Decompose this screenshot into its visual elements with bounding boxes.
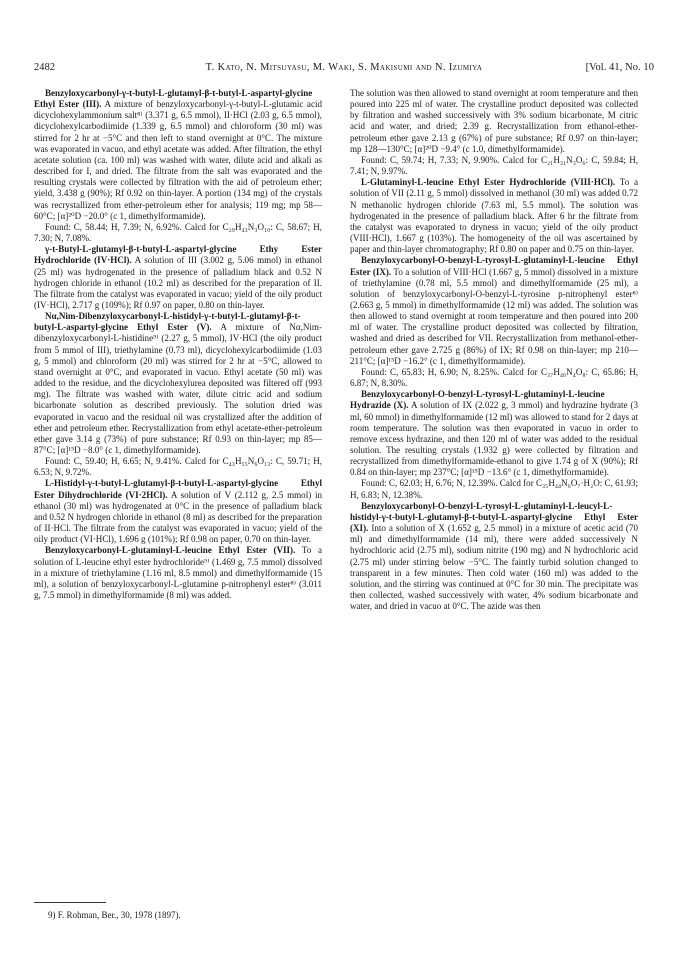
paragraph-text: Found: C, 58.44; H, 7.39; N, 6.92%. Calcd for C₂₉H₄₃N₃O₁₀: C, 58.67; H, 7.30; N, 7.08%.: [34, 221, 322, 244]
running-head: [34, 62, 654, 76]
footnote: 9) F. Rohman, Ber., 30, 1978 (1897).: [48, 910, 181, 920]
running-head-authors: T. Kato, N. Mitsuyasu, M. Waki, S. Makisumi and N. Izumiya: [205, 62, 483, 73]
paragraph-text: A solution of IX (2.022 g, 3 mmol) and hydrazine hydrate (3 ml, 60 mmol) in dimethylformamide (12 ml) was allowed to stand for 2 days at room temperature. The solution was then evaporated in vacuo in order to remove excess hydrazine, and then 120 ml of water was added to the residual solution. The resulting crystals (1.932 g) were collected by filtration and recrystallized from dimethylformamide-ethanol to give 1.74 g of X (90%); Rf 0.84 on thin-layer; mp 237°C; [α]¹⁵D −13.6° (c 1, dimethylformamide).: [350, 400, 639, 478]
paragraph-text: A solution of V (2.112 g, 2.5 mmol) in ethanol (30 ml) was hydrogenated at 0°C in the presence of palladium black and 0.52 N hydrogen chloride in ethanol (8 ml) as described for the preparation of II·HCl. The filtrate from the catalyst was evaporated in vacuo; yield of the oily product (VI·HCl), 1.696 g (101%); Rf 0.98 on paper, 0.70 on thin-layer.: [34, 489, 322, 545]
compound-heading: γ-t-Butyl-L-glutamyl-β-t-butyl-L-aspartyl-glycine Ethy Ester Hydrochloride (IV·HCl).: [34, 244, 322, 266]
compound-heading: Benzyloxycarbonyl-L-glutaminyl-L-leucine Ethyl Ester (VII).: [45, 545, 296, 556]
paragraph-text: Found: C, 62.03; H, 6.76; N, 12.39%. Calcd for C₃₅H₄₄N₆O₇·H₂O: C, 61.93; H, 6.83; N, 12.38%.: [350, 478, 638, 500]
paragraph: [350, 255, 638, 367]
elemental-analysis: [350, 155, 638, 177]
paragraph: [34, 478, 322, 545]
compound-heading: L-Glutaminyl-L-leucine Ethyl Ester Hydrochloride (VIII·HCl).: [361, 177, 616, 188]
paragraph: [34, 545, 322, 601]
paragraph-text: The solution was then allowed to stand overnight at room temperature and then poured into 225 ml of water. The crystalline product deposited was collected by filtration and washed successively with 3% sodium bicarbonate, M citric acid and water, and dried; 2.39 g. Recrystallization from ethanol-ether-petroleum ether gave 2.13 g (67%) of pure substance; Rf 0.97 on thin-layer; mp 128—130°C; [α]²⁰D −9.4° (c 1.0, dimethylformamide).: [350, 88, 638, 154]
paragraph: [34, 244, 322, 311]
elemental-analysis: [34, 456, 322, 478]
elemental-analysis: [350, 478, 638, 500]
paragraph-text: To a solution of VIII·HCl (1.667 g, 5 mmol) dissolved in a mixture of triethylamine (0.78 ml, 5.5 mmol) and dimethylformamide (25 ml), a solution of benzyloxycarbonyl-O-benzyl-L-tyrosine p-nitrophenyl ester⁸⁾ (2.663 g, 5 mmol) in dimethylformamide (12 ml) was added. The solution was then allowed to stand overnight at room temperature and then poured into 200 ml of water. The crystalline product deposited was collected by filtration, washed and dried as described for VII. Recrystallization from methanol-ether-petroleum ether gave 2.725 g (86%) of IX; Rf 0.98 on thin-layer; mp 210—211°C; [α]¹⁵D −16.2° (c 1, dimethylformamide).: [350, 266, 638, 366]
paragraph: [34, 88, 322, 222]
right-column: [350, 88, 638, 612]
paragraph: [350, 501, 638, 613]
elemental-analysis: [34, 222, 322, 244]
compound-heading: Benzyloxycarbonyl-O-benzyl-L-tyrosyl-L-glutaminyl-L-leucyl-L-histidyl-γ-t-butyl-L-glutamyl-β-t-butyl-L-aspartyl-glycine Ethyl Ester (XI).: [350, 500, 638, 534]
page-number: 2482: [34, 62, 56, 73]
paragraph-text: A solution of III (3.002 g, 5.06 mmol) in ethanol (25 ml) was hydrogenated in the presence of palladium black and 0.52 N hydrogen chloride in ethanol (10.2 ml) as described for the preparation of II. The filtrate from the catalyst was evaporated in vacuo; yield of the oily product (IV·HCl), 2.717 g (109%); Rf 0.97 on paper, 0.80 on thin-layer.: [34, 255, 322, 310]
paragraph-text: Found: C, 59.40; H, 6.65; N, 9.41%. Calcd for C₄₃H₅₅N₆O₁₃: C, 59.71; H, 6.53; N, 9.72%.: [34, 456, 322, 478]
compound-heading: L-Histidyl-γ-t-butyl-L-glutamyl-β-t-butyl-L-aspartyl-glycine Ethyl Ester Dihydrochloride (VI·2HCl).: [34, 478, 322, 500]
paragraph-text: Found: C, 59.74; H, 7.33; N, 9.90%. Calcd for C₂₁H₃₁N₃O₆: C, 59.84; H, 7.41; N, 9.97%.: [350, 154, 638, 177]
compound-heading: Nα,Nim-Dibenzyloxycarbonyl-L-histidyl-γ-t-butyl-L-glutamyl-β-t-butyl-L-aspartyl-glycine Ethyl Ester (V).: [34, 311, 301, 333]
paragraph-text: To a solution of L-leucine ethyl ester hydrochloride⁹⁾ (1.469 g, 7.5 mmol) dissolved in a mixture of triethylamine (1.16 ml, 8.5 mmol) and dimethylformamide (15 ml), a solution of benzyloxycarbonyl-L-glutamine p-nitrophenyl ester⁸⁾ (3.011 g, 7.5 mmol) in dimethylformamide (8 ml) was added.: [34, 545, 322, 601]
paragraph: [350, 177, 638, 255]
compound-heading: Benzyloxycarbonyl-O-benzyl-L-tyrosyl-L-glutaminyl-L-leucine Hydrazide (X).: [350, 389, 605, 411]
journal-volume: [Vol. 41, No. 10: [585, 62, 654, 73]
paragraph-text: A mixture of Nα,Nim-dibenzyloxycarbonyl-L-histidine⁹⁾ (2.27 g, 5 mmol), IV·HCl (the oily product from 5 mmol of III), triethylamine (0.73 ml), dicyclohexylcarbodiimide (1.03 g, 5 mmol) and chloroform (20 ml) was stirred for 2 hr at −5°C, allowed to stand overnight at 0°C, and evaporated in vacuo. Ethyl acetate (50 ml) was added to the residue, and the dicyclohexylurea deposited was filtered off (993 mg). The filtrate was washed with water, dilute citric acid and sodium bicarbonate solution as described previously. The solution dried was evaporated in vacuo and the residual oil was crystallized after the addition of ether and petroleum ether. Recrystallization from ethyl acetate-ether-petroleum ether gave 3.14 g (73%) of pure substance; Rf 0.93 on thin-layer; mp 85—87°C; [α]¹⁵D −8.0° (c 1, dimethylformamide).: [34, 322, 322, 455]
compound-heading: Benzyloxycarbonyl-O-benzyl-L-tyrosyl-L-glutaminyl-L-leucine Ethyl Ester (IX).: [350, 255, 638, 277]
paragraph-text: Into a solution of X (1.652 g, 2.5 mmol) in a mixture of acetic acid (70 ml) and dimethylformamide (14 ml), there were added successively N hydrochloric acid (2.75 ml), sodium nitrite (190 mg) and N hydrochloric acid (2.75 ml) under stirring below −5°C. The faintly turbid solution changed to transparent in a few minutes. Then cold water (160 ml) was added to the solution, and the stirring was continued at 0°C for 30 min. The precipitate was then collected, washed successively with water, 4% sodium bicarbonate and water, and dried in vacuo at 0°C. The azide was then: [350, 523, 638, 612]
paragraph: [34, 311, 322, 456]
paragraph-text: To a solution of VII (2.11 g, 5 mmol) dissolved in methanol (30 ml) was added 0.72 N methanolic hydrogen chloride (7.63 ml, 5.5 mmol). The solution was hydrogenated in the presence of palladium black. After 6 hr the filtrate from the catalyst was evaporated to dryness in vacuo; yield of the oily product (VIII·HCl), 1.667 g (103%). The homogeneity of the oil was ascertained by paper and thin-layer chromatography; Rf 0.80 on paper and 0.75 on thin-layer.: [350, 177, 638, 255]
compound-heading: Benzyloxycarbonyl-γ-t-butyl-L-glutamyl-β-t-butyl-L-aspartyl-glycine Ethyl Ester (III).: [34, 88, 313, 110]
paragraph-text: Found: C, 65.83; H, 6.90; N, 8.25%. Calcd for C₃₇H₄₆N₄O₈: C, 65.86; H, 6.87; N, 8.30%.: [350, 366, 638, 389]
left-column: [34, 88, 322, 601]
elemental-analysis: [350, 367, 638, 389]
paragraph-continued: [350, 88, 638, 155]
paragraph: [350, 389, 638, 478]
paragraph-text: A mixture of benzyloxycarbonyl-γ-t-butyl-L-glutamic acid dicyclohexylammonium salt⁸⁾ (3.371 g, 6.5 mmol), II·HCl (2.03 g, 6.5 mmol), dicyclohexylcarbodiimide (1.339 g, 6.5 mmol) and chloroform (30 ml) was stirred for 2 hr at −5°C and then left to stand overnight at 0°C. The mixture was evaporated in vacuo, and ethyl acetate was added. After filtration, the ethyl acetate solution (ca. 100 ml) was washed with water, dilute acid and alkali as described for I, and dried. The filtrate from the salt was evaporated and the resulting crystals were collected by filtration with the aid of petroleum ether; yield, 3.438 g (90%); Rf 0.92 on thin-layer. A portion (134 mg) of the crystals was recrystallized from ether-petroleum ether for analysis; 119 mg; mp 58—60°C; [α]²⁰D −20.0° (c 1, dimethylformamide).: [34, 99, 322, 221]
footnote-divider: [34, 902, 106, 903]
